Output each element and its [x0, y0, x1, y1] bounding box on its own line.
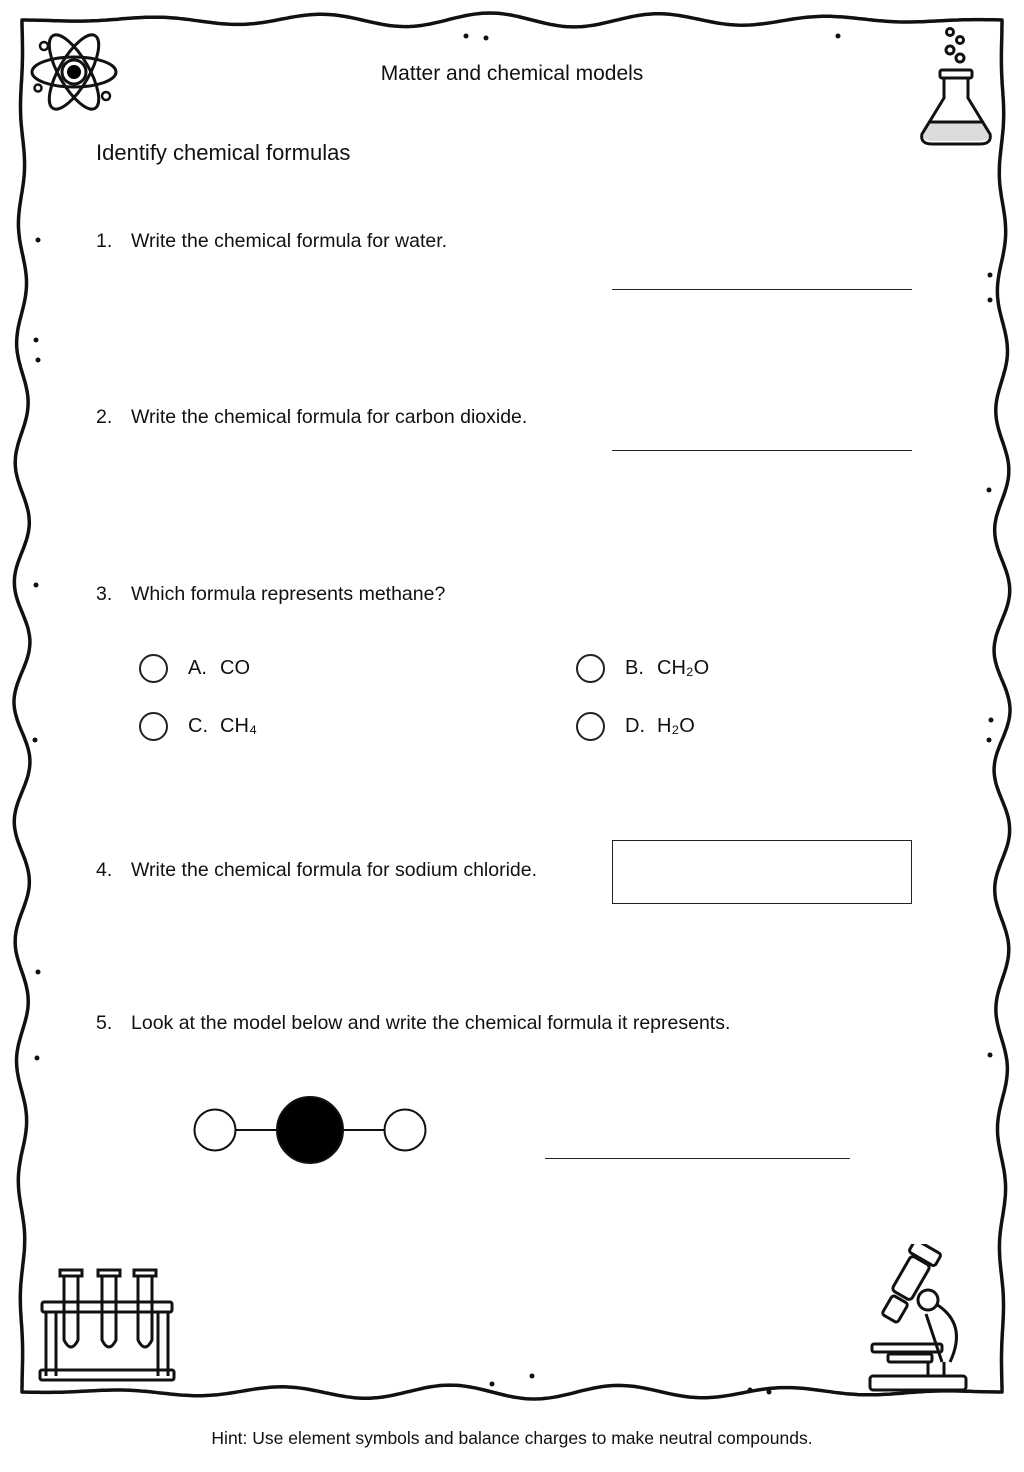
- question-number: 2.: [96, 406, 113, 428]
- option-letter: B.: [625, 657, 644, 679]
- question-4: [96, 859, 537, 882]
- question-text: Write the chemical formula for carbon dioxide.: [131, 406, 528, 428]
- test-tube-rack-icon: [36, 1262, 178, 1384]
- section-title: Identify chemical formulas: [96, 140, 351, 165]
- question-text: Look at the model below and write the chemical formula it represents.: [131, 1012, 731, 1034]
- microscope-icon: [866, 1244, 970, 1394]
- question-number: 5.: [96, 1012, 113, 1034]
- question-1: [96, 230, 447, 253]
- option-d[interactable]: [576, 712, 695, 741]
- question-3: [96, 583, 445, 606]
- question-text: Which formula represents methane?: [131, 583, 446, 605]
- question-2: [96, 406, 527, 429]
- atom-black-center: [277, 1097, 343, 1163]
- option-formula: CO: [220, 657, 250, 679]
- option-formula: CH₂O: [657, 657, 710, 679]
- question-5: [96, 1012, 730, 1035]
- atom-icon: [26, 24, 122, 120]
- molecule-model: [185, 1090, 435, 1170]
- option-b[interactable]: [576, 654, 709, 683]
- question-number: 3.: [96, 583, 113, 605]
- option-letter: A.: [188, 657, 207, 679]
- option-formula: CH₄: [220, 715, 258, 737]
- radio-button[interactable]: [139, 712, 168, 741]
- option-c[interactable]: [139, 712, 257, 741]
- radio-button[interactable]: [139, 654, 168, 683]
- hint-text: Hint: Use element symbols and balance charges to make neutral compounds.: [211, 1428, 813, 1448]
- question-text: Write the chemical formula for water.: [131, 230, 448, 252]
- option-letter: C.: [188, 715, 208, 737]
- answer-box-4[interactable]: [612, 840, 912, 904]
- question-text: Write the chemical formula for sodium chloride.: [131, 859, 538, 881]
- radio-button[interactable]: [576, 654, 605, 683]
- answer-line-2[interactable]: [612, 450, 912, 451]
- option-formula: H₂O: [657, 715, 695, 737]
- atom-white-left: [195, 1110, 236, 1151]
- question-number: 1.: [96, 230, 113, 252]
- question-number: 4.: [96, 859, 113, 881]
- page-title: Matter and chemical models: [380, 62, 644, 85]
- option-a[interactable]: [139, 654, 250, 683]
- option-letter: D.: [625, 715, 645, 737]
- radio-button[interactable]: [576, 712, 605, 741]
- flask-icon: [914, 26, 998, 150]
- answer-line-1[interactable]: [612, 289, 912, 290]
- answer-line-5[interactable]: [545, 1158, 850, 1159]
- atom-white-right: [385, 1110, 426, 1151]
